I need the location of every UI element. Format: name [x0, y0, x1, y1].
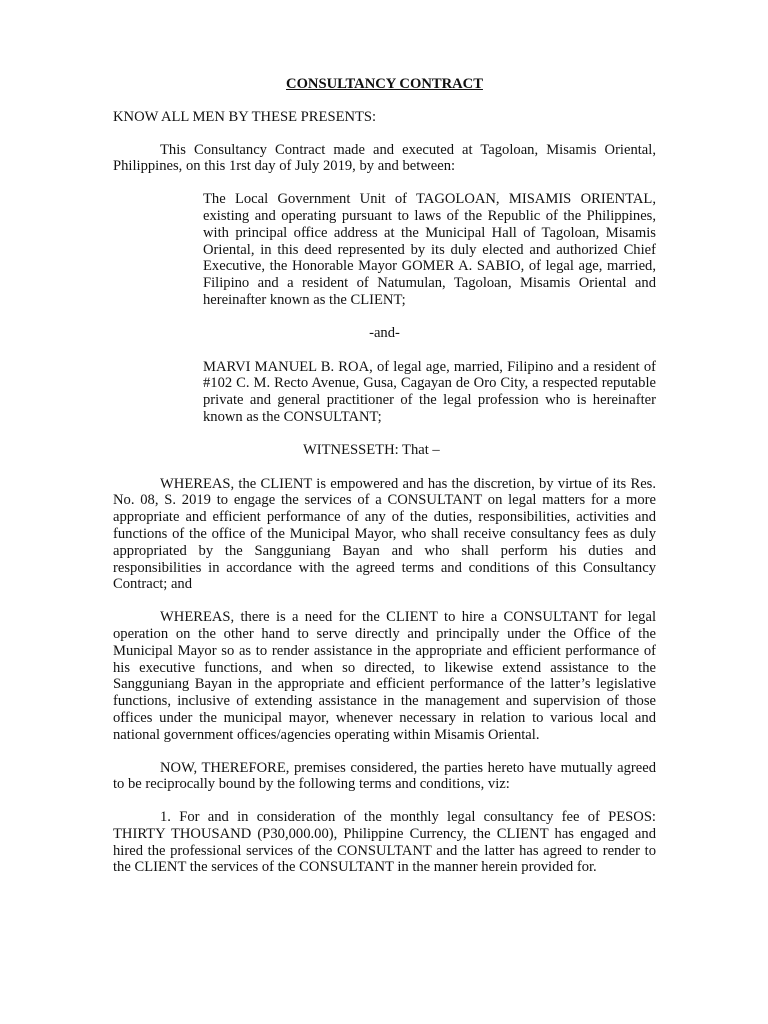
- whereas-paragraph-2: WHEREAS, there is a need for the CLIENT to hire a CONSULTANT for legal operation on the other hand to serve directly and principally under the Office of the Municipal Mayor so as to render assistance in the appropriate and efficient performance of his executive functions, and when so directed, to likewise extend assistance to the Sangguniang Bayan in the appropriate and efficient performance of the latter’s legislative functions, inclusive of extending assistance in the management and supervision of those offices under the municipal mayor, whenever necessary in relation to various local and national government offices/agencies operating within Misamis Oriental.: [113, 609, 656, 743]
- clause-1-paragraph: 1. For and in consideration of the monthly legal consultancy fee of PESOS: THIRTY THOUSAND (P30,000.00), Philippine Currency, the CLIENT has engaged and hired the professional services of the CONSULTANT and the latter has agreed to render to the CLIENT the services of the CONSULTANT in the manner herein provided for.: [113, 809, 656, 876]
- whereas-paragraph-1: WHEREAS, the CLIENT is empowered and has the discretion, by virtue of its Res. No. 08, S. 2019 to engage the services of a CONSULTANT on legal matters for a more appropriate and efficient performance of any of the duties, responsibilities, activities and functions of the office of the Municipal Mayor, who shall receive consultancy fees as duly appropriated by the Sangguniang Bayan and who shall perform his duties and responsibilities in accordance with the agreed terms and conditions of this Consultancy Contract; and: [113, 475, 656, 593]
- witnesseth-heading: WITNESSETH: That –: [303, 441, 440, 458]
- intro-paragraph: This Consultancy Contract made and executed at Tagoloan, Misamis Oriental, Philippines, on this 1rst day of July 2019, by and between:: [113, 141, 656, 175]
- client-party-paragraph: The Local Government Unit of TAGOLOAN, MISAMIS ORIENTAL, existing and operating pursuant to laws of the Republic of the Philippines, with principal office address at the Municipal Hall of Tagoloan, Misamis Oriental, in this deed represented by its duly elected and authorized Chief Executive, the Honorable Mayor GOMER A. SABIO, of legal age, married, Filipino and a resident of Natumulan, Tagoloan, Misamis Oriental and hereinafter known as the CLIENT;: [203, 191, 656, 308]
- and-separator: -and-: [369, 324, 400, 341]
- now-therefore-paragraph: NOW, THEREFORE, premises considered, the parties hereto have mutually agreed to be reciprocally bound by the following terms and conditions, viz:: [113, 759, 656, 793]
- document-title: CONSULTANCY CONTRACT: [286, 76, 483, 92]
- consultant-party-paragraph: MARVI MANUEL B. ROA, of legal age, married, Filipino and a resident of #102 C. M. Recto Avenue, Gusa, Cagayan de Oro City, a respected reputable private and general practitioner of the legal profession who is hereinafter known as the CONSULTANT;: [203, 358, 656, 425]
- preamble: KNOW ALL MEN BY THESE PRESENTS:: [113, 108, 377, 125]
